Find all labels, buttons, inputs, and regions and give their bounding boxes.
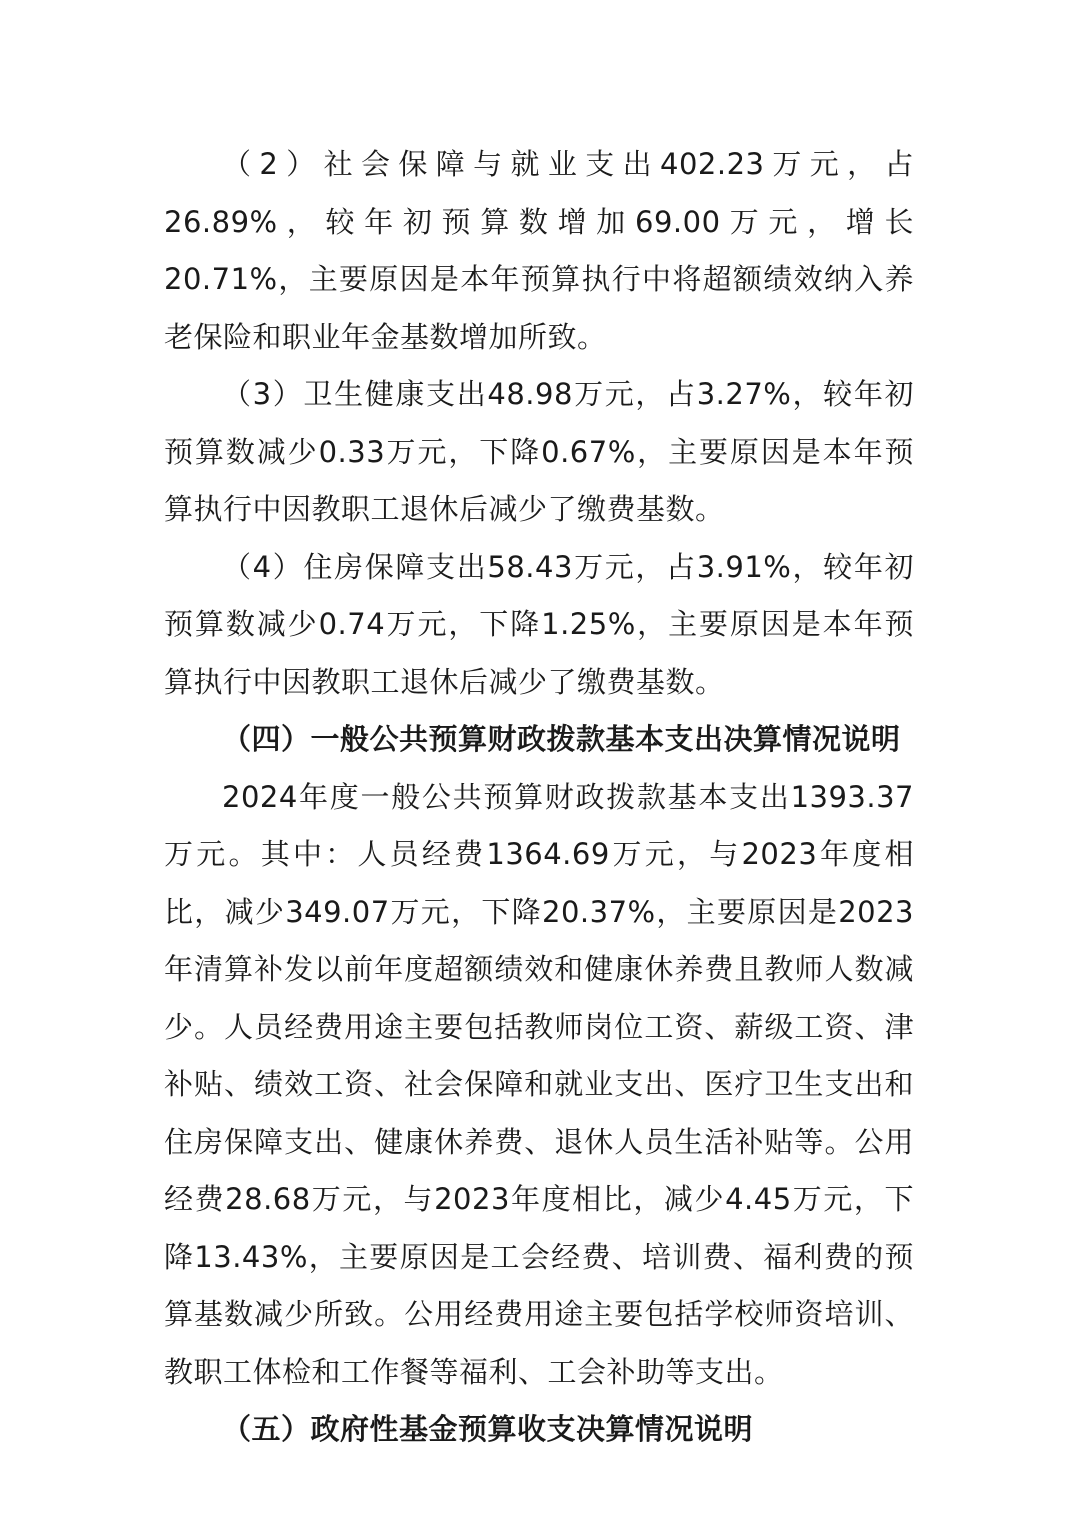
paragraph-social-security: （2）社会保障与就业支出402.23万元，占26.89%，较年初预算数增加69.00万元，增长20.71%，主要原因是本年预算执行中将超额绩效纳入养老保险和职业年金基数增加所致。 (164, 147, 914, 354)
section-heading-government-fund: （五）政府性基金预算收支决算情况说明 (222, 1412, 754, 1446)
document-body (164, 136, 914, 1459)
paragraph-health: （3）卫生健康支出48.98万元，占3.27%，较年初预算数减少0.33万元，下降0.67%，主要原因是本年预算执行中因教职工退休后减少了缴费基数。 (164, 377, 914, 526)
paragraph-basic-expenditure: 2024年度一般公共预算财政拨款基本支出1393.37万元。其中：人员经费1364.69万元，与2023年度相比，减少349.07万元，下降20.37%，主要原因是2023年清算补发以前年度超额绩效和健康休养费且教师人数减少。人员经费用途主要包括教师岗位工资、薪级工资、津补贴、绩效工资、社会保障和就业支出、医疗卫生支出和住房保障支出、健康休养费、退休人员生活补贴等。公用经费28.68万元，与2023年度相比，减少4.45万元，下降13.43%，主要原因是工会经费、培训费、福利费的预算基数减少所致。公用经费用途主要包括学校师资培训、教职工体检和工作餐等福利、工会补助等支出。 (164, 779, 914, 1389)
paragraph-housing: （4）住房保障支出58.43万元，占3.91%，较年初预算数减少0.74万元，下降1.25%，主要原因是本年预算执行中因教职工退休后减少了缴费基数。 (164, 549, 914, 699)
section-heading-basic-expenditure: （四）一般公共预算财政拨款基本支出决算情况说明 (222, 722, 901, 756)
